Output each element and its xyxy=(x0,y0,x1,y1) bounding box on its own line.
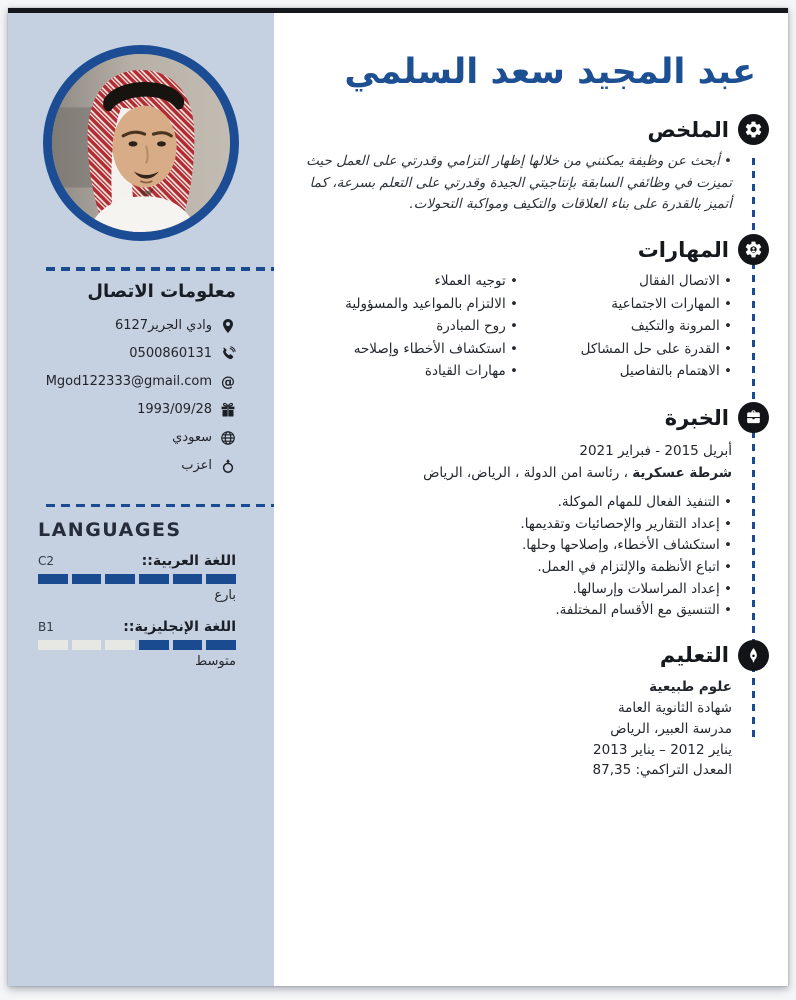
section-title: الخبرة xyxy=(664,405,729,430)
experience-employer xyxy=(304,463,732,485)
education-section xyxy=(274,640,788,782)
experience-bullets xyxy=(304,492,732,622)
languages-section xyxy=(8,507,274,669)
contact-value: سعودي xyxy=(172,430,212,445)
education-gpa: المعدل التراكمي: 87,35 xyxy=(592,762,732,779)
contact-row-marital-status xyxy=(26,452,236,480)
bar-segment xyxy=(105,640,135,650)
bar-segment xyxy=(206,640,236,650)
contact-row-address xyxy=(26,312,236,340)
contact-section xyxy=(8,271,274,480)
experience-bullet: • استكشاف الأخطاء، وإصلاحها وحلها. xyxy=(304,535,732,557)
language-label: اللغة العربية:: xyxy=(141,553,236,569)
languages-title: LANGUAGES xyxy=(38,519,182,541)
contact-value: وادي الجرير6127 xyxy=(114,318,212,333)
education-school: مدرسة العبير، الرياض xyxy=(610,720,732,737)
contact-value: اعزب xyxy=(181,458,212,473)
section-title: التعليم xyxy=(659,643,729,668)
skills-column-left xyxy=(304,271,518,384)
bar-segment xyxy=(139,574,169,584)
sidebar xyxy=(8,13,274,986)
language-description: متوسط xyxy=(195,654,236,669)
language-proficiency-bar xyxy=(38,640,236,650)
candidate-name: عبد المجيد سعد السلمي xyxy=(344,52,756,92)
bar-segment xyxy=(105,574,135,584)
ring-icon xyxy=(220,458,236,474)
bar-segment xyxy=(72,640,102,650)
skill-item: • روح المبادرة xyxy=(304,316,518,338)
profile-photo xyxy=(52,54,230,232)
experience-bullet: • التنفيذ الفعال للمهام الموكلة. xyxy=(304,492,732,514)
contact-row-email xyxy=(26,368,236,396)
education-degree: شهادة الثانوية العامة xyxy=(617,699,732,716)
language-proficiency-bar xyxy=(38,574,236,584)
bar-segment xyxy=(139,640,169,650)
bar-segment xyxy=(173,574,203,584)
language-level: C2 xyxy=(38,554,55,568)
bar-segment xyxy=(173,640,203,650)
skill-item: • استكشاف الأخطاء وإصلاحه xyxy=(304,339,518,361)
contact-row-nationality xyxy=(26,424,236,452)
bar-segment xyxy=(38,640,68,650)
language-english xyxy=(38,619,236,669)
phone-icon xyxy=(220,346,236,362)
bar-segment xyxy=(38,574,68,584)
svg-text:@: @ xyxy=(221,374,235,390)
skill-item: • الالتزام بالمواعيد والمسؤولية xyxy=(304,294,518,316)
skill-item: • الاتصال الفقال xyxy=(518,271,732,293)
contact-value: Mgod122333@gmail.com xyxy=(45,374,212,389)
avatar xyxy=(43,45,239,241)
location-pin-icon xyxy=(220,318,236,334)
contact-title: معلومات الاتصال xyxy=(87,280,236,302)
experience-bullet: • إعداد التقارير والإحصائيات وتقديمها. xyxy=(304,514,732,536)
summary-bullet: • أبحث عن وظيفة يمكنني من خلالها إظهار التزامي وقدرتي على العمل حيث تميزت في وظائفي السابقة بإنتاجيتي الجيدة وقدرتي على التعلم بسرعة، كما أتميز بالقدرة على بناء العلاقات والتكيف ومواكبة التحولات. xyxy=(304,151,732,216)
skill-item: • مهارات القيادة xyxy=(304,361,518,383)
education-field: علوم طبيعية xyxy=(649,678,732,695)
skill-item: • القدرة على حل المشاكل xyxy=(518,339,732,361)
skills-column-right xyxy=(518,271,732,384)
summary-text xyxy=(304,151,732,216)
education-dates: يناير 2012 – يناير 2013 xyxy=(593,741,732,758)
briefcase-icon xyxy=(738,402,769,433)
globe-icon xyxy=(220,430,236,446)
contact-value: 0500860131 xyxy=(129,346,212,361)
contact-value: 1993/09/28 xyxy=(137,402,212,417)
bar-segment xyxy=(72,574,102,584)
bar-segment xyxy=(206,574,236,584)
contact-row-birthdate xyxy=(26,396,236,424)
experience-organization: ، رئاسة امن الدولة ، الرياض، الرياض xyxy=(423,464,633,481)
skills-section xyxy=(274,234,788,384)
summary-section xyxy=(274,114,788,216)
experience-role: شرطة عسكرية xyxy=(632,464,732,481)
language-description: بارع xyxy=(214,588,236,603)
language-arabic xyxy=(38,553,236,603)
main-column xyxy=(274,13,788,986)
skill-item: • المرونة والتكيف xyxy=(518,316,732,338)
language-label: اللغة الإنجليزية:: xyxy=(123,619,236,635)
user-gear-icon xyxy=(738,234,769,265)
gift-icon xyxy=(220,402,236,418)
section-title: المهارات xyxy=(637,237,729,262)
experience-bullet: • اتباع الأنظمة والإلتزام في العمل. xyxy=(304,557,732,579)
skill-item: • المهارات الاجتماعية xyxy=(518,294,732,316)
section-title: الملخص xyxy=(647,117,729,142)
language-level: B1 xyxy=(38,620,54,634)
at-sign-icon xyxy=(220,374,236,390)
experience-dates: أبريل 2015 - فبراير 2021 xyxy=(579,443,732,459)
experience-bullet: • إعداد المراسلات وإرسالها. xyxy=(304,579,732,601)
gear-icon xyxy=(738,114,769,145)
resume-page xyxy=(8,8,788,986)
pen-nib-icon xyxy=(738,640,769,671)
skill-item: • الاهتمام بالتفاصيل xyxy=(518,361,732,383)
skill-item: • توجيه العملاء xyxy=(304,271,518,293)
experience-bullet: • التنسيق مع الأقسام المختلفة. xyxy=(304,600,732,622)
contact-row-phone xyxy=(26,340,236,368)
experience-section xyxy=(274,402,788,622)
